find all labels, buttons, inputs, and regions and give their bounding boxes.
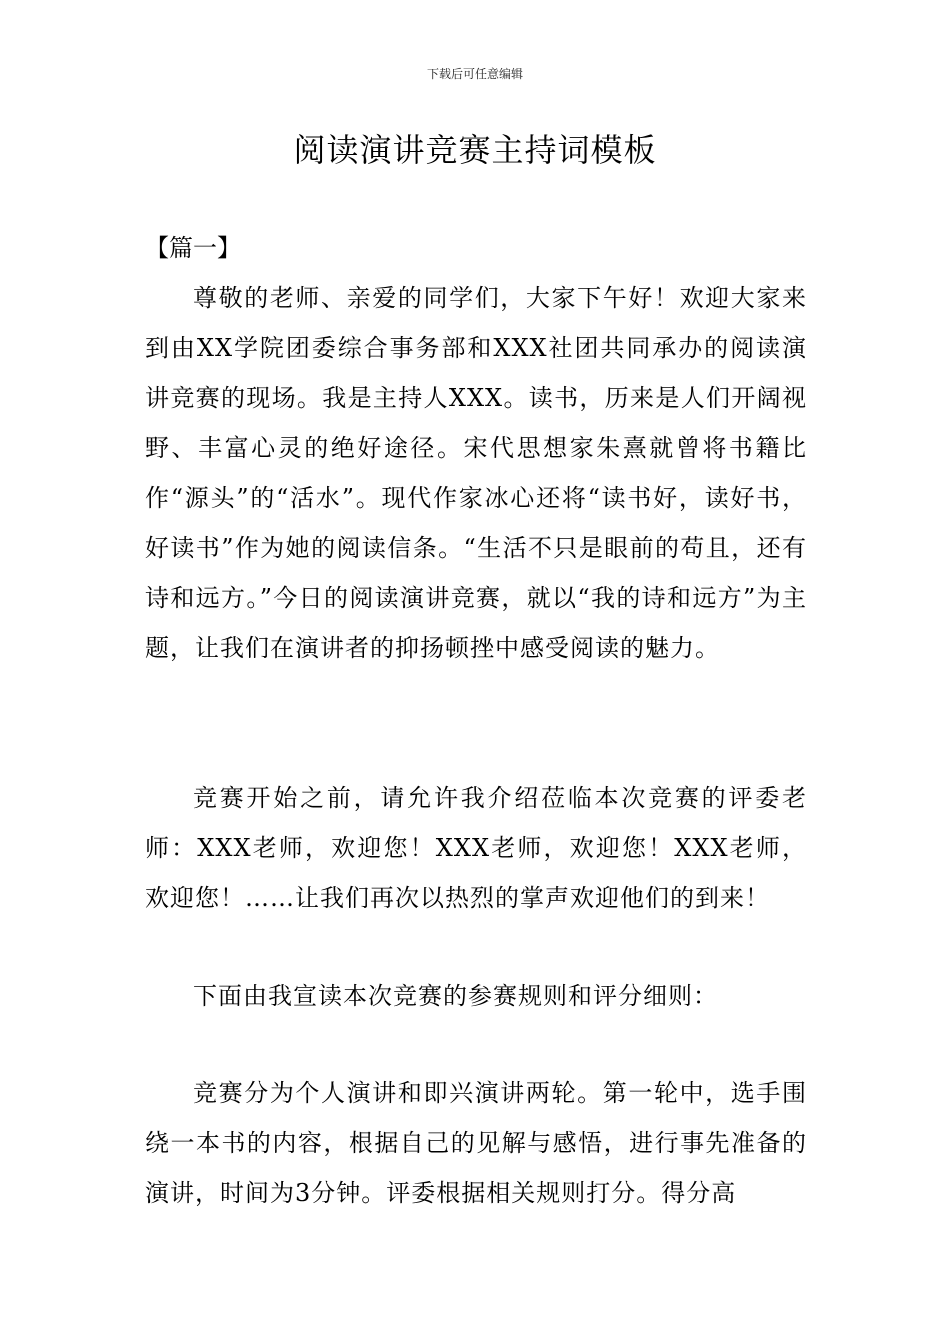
paragraph-rules-intro: 下面由我宣读本次竞赛的参赛规则和评分细则： bbox=[193, 982, 718, 1010]
section-label: 【篇一】 bbox=[145, 234, 241, 262]
paragraph-welcome: 尊敬的老师、亲爱的同学们，大家下午好！欢迎大家来到由XX学院团委综合事务部和XXX社团共同承办的阅读演讲竞赛的现场。我是主持人XXX。读书，历来是人们开阔视野、丰富心灵的绝好途径。宋代思想家朱熹就曾将书籍比作“源头”的“活水”。现代作家冰心还将“读书好，读好书，好读书”作为她的阅读信条。“生活不只是眼前的苟且，还有诗和远方。”今日的阅读演讲竞赛，就以“我的诗和远方”为主题，让我们在演讲者的抑扬顿挫中感受阅读的魅力。 bbox=[145, 284, 807, 662]
document-title: 阅读演讲竞赛主持词模板 bbox=[293, 131, 657, 169]
paragraph-competition-format: 竞赛分为个人演讲和即兴演讲两轮。第一轮中，选手围绕一本书的内容，根据自己的见解与感悟，进行事先准备的演讲，时间为3分钟。评委根据相关规则打分。得分高 bbox=[145, 1079, 807, 1207]
header-note: 下载后可任意编辑 bbox=[426, 67, 523, 81]
paragraph-judges: 竞赛开始之前，请允许我介绍莅临本次竞赛的评委老师：XXX老师，欢迎您！XXX老师，欢迎您！XXX老师，欢迎您！……让我们再次以热烈的掌声欢迎他们的到来！ bbox=[145, 784, 807, 912]
